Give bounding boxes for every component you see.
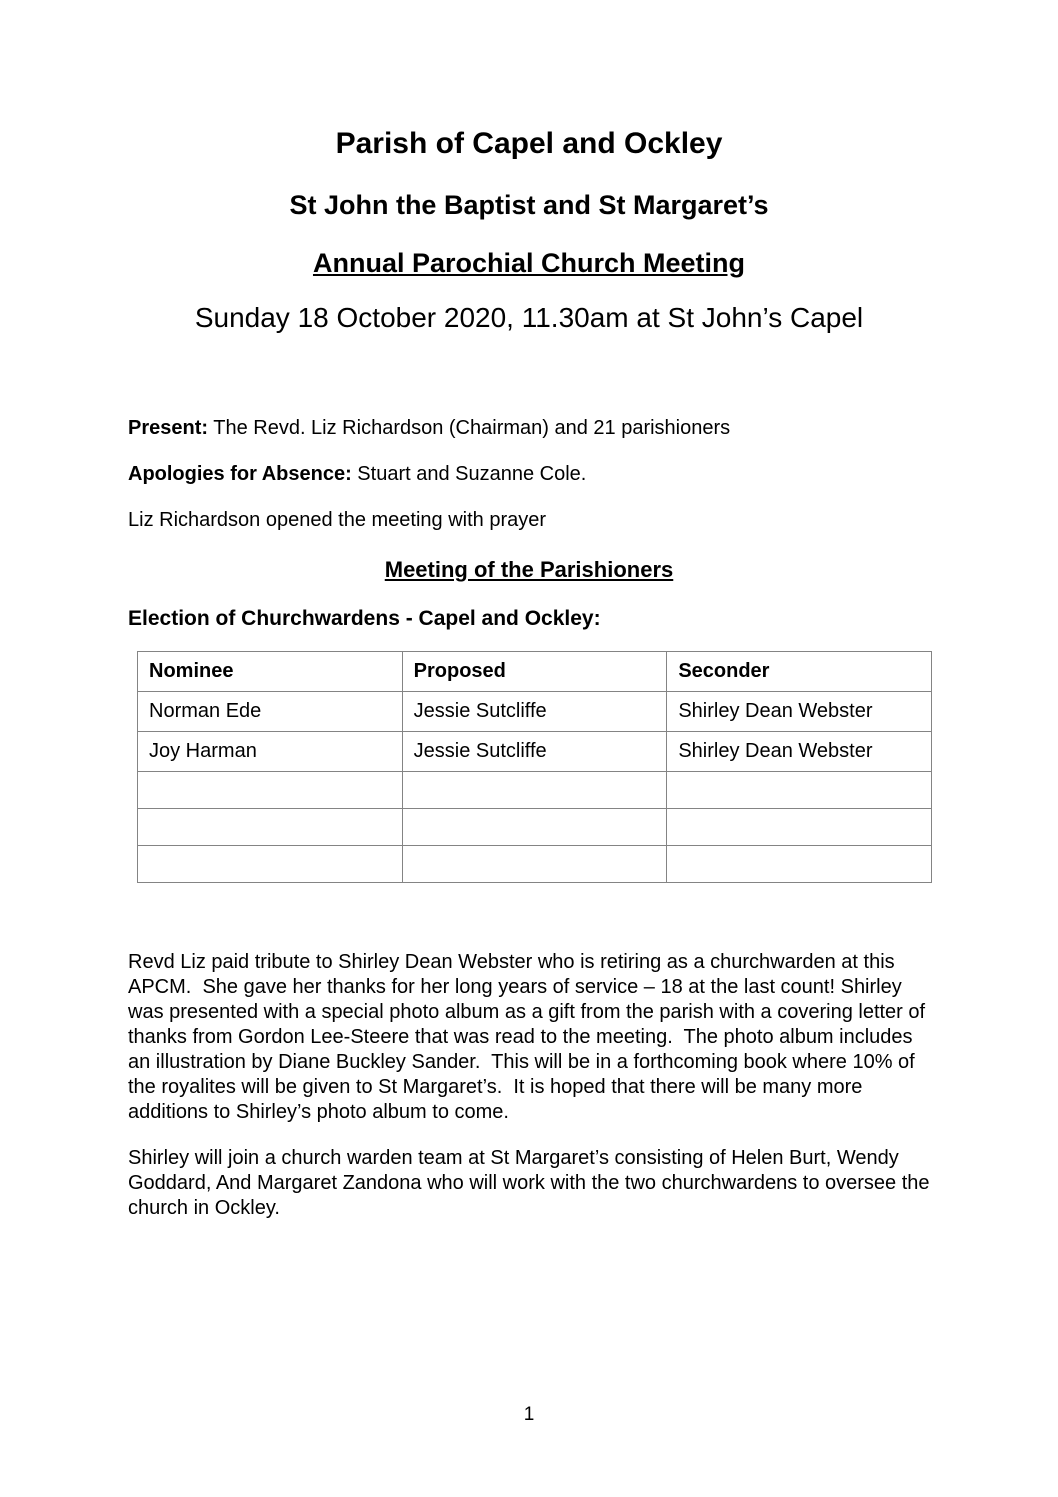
document-title: Parish of Capel and Ockley <box>335 127 723 160</box>
present-line <box>128 416 930 441</box>
cell-nominee: Norman Ede <box>138 692 403 732</box>
cell-seconder: Shirley Dean Webster <box>667 692 932 732</box>
warden-team-paragraph: Shirley will join a church warden team at St Margaret’s consisting of Helen Burt, Wendy Goddard, And Margaret Zandona who will work with the two churchwardens to oversee the church in Ockley. <box>128 1147 936 1219</box>
cell-seconder: Shirley Dean Webster <box>667 732 932 772</box>
election-table-head <box>138 652 932 692</box>
cell-proposed <box>402 846 667 883</box>
parishioners-meeting-heading: Meeting of the Parishioners <box>384 557 674 582</box>
election-heading: Election of Churchwardens - Capel and Ockley: <box>128 607 601 630</box>
cell-proposed: Jessie Sutcliffe <box>402 692 667 732</box>
apologies-line <box>128 462 930 487</box>
cell-nominee <box>138 772 403 809</box>
column-header-nominee: Nominee <box>138 652 403 692</box>
cell-proposed <box>402 809 667 846</box>
table-row <box>138 732 932 772</box>
cell-nominee <box>138 809 403 846</box>
table-row-empty <box>138 809 932 846</box>
table-row-empty <box>138 772 932 809</box>
meeting-title: Annual Parochial Church Meeting <box>312 248 746 278</box>
column-header-seconder: Seconder <box>667 652 932 692</box>
document-subtitle: St John the Baptist and St Margaret’s <box>289 190 769 220</box>
apologies-text: Stuart and Suzanne Cole. <box>357 463 587 485</box>
cell-nominee: Joy Harman <box>138 732 403 772</box>
present-label: Present: <box>128 417 209 439</box>
column-header-proposed: Proposed <box>402 652 667 692</box>
table-row-empty <box>138 846 932 883</box>
attendance-block <box>128 416 930 533</box>
cell-seconder <box>667 772 932 809</box>
table-row <box>138 692 932 732</box>
meeting-date-line: Sunday 18 October 2020, 11.30am at St John’s Capel <box>194 302 864 333</box>
election-table <box>137 651 932 883</box>
body-paragraphs <box>128 950 936 1221</box>
table-header-row <box>138 652 932 692</box>
election-table-body <box>138 692 932 883</box>
cell-nominee <box>138 846 403 883</box>
cell-proposed <box>402 772 667 809</box>
cell-seconder <box>667 846 932 883</box>
cell-seconder <box>667 809 932 846</box>
page-number: 1 <box>523 1404 535 1425</box>
opening-prayer-line: Liz Richardson opened the meeting with prayer <box>128 509 547 531</box>
cell-proposed: Jessie Sutcliffe <box>402 732 667 772</box>
title-block <box>128 126 930 335</box>
present-text: The Revd. Liz Richardson (Chairman) and 21 parishioners <box>213 417 731 439</box>
tribute-paragraph: Revd Liz paid tribute to Shirley Dean Webster who is retiring as a churchwarden at this APCM. She gave her thanks for her long years of service – 18 at the last count! Shirley was presented with a special photo album as a gift from the parish with a covering letter of thanks from Gordon Lee-Steere that was read to the meeting. The photo album includes an illustration by Diane Buckley Sander. This will be in a forthcoming book where 10% of the royalites will be given to St Margaret’s. It is hoped that there will be many more additions to Shirley’s photo album to come. <box>128 951 931 1123</box>
apologies-label: Apologies for Absence: <box>128 463 352 485</box>
